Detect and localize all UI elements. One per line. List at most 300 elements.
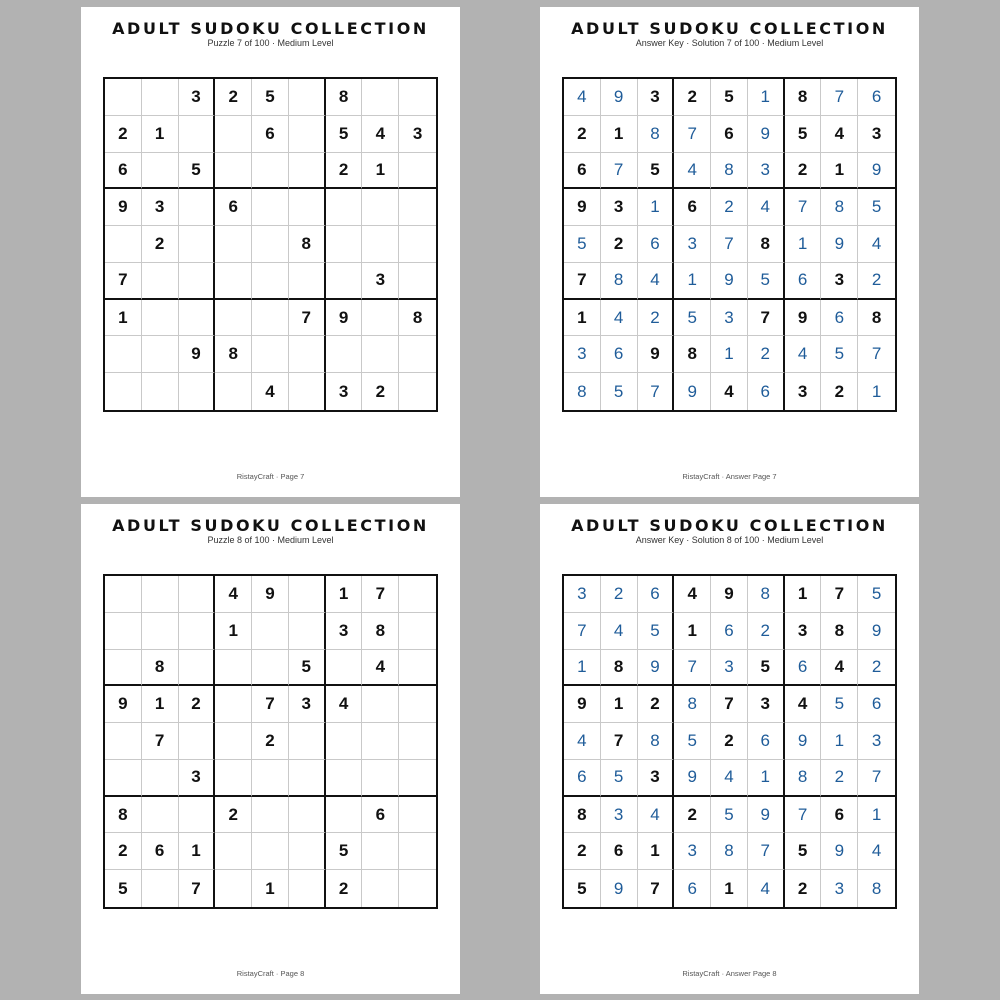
given-digit-cell: 1: [179, 833, 216, 870]
empty-cell: [289, 760, 326, 797]
given-digit-cell: 5: [638, 153, 675, 190]
given-digit-cell: 1: [601, 686, 638, 723]
given-digit-cell: 9: [638, 336, 675, 373]
empty-cell: [289, 153, 326, 190]
given-digit-cell: 2: [674, 797, 711, 834]
empty-cell: [215, 226, 252, 263]
given-digit-cell: 7: [564, 263, 601, 300]
empty-cell: [252, 833, 289, 870]
empty-cell: [142, 797, 179, 834]
solution-digit-cell: 9: [748, 116, 785, 153]
given-digit-cell: 2: [564, 116, 601, 153]
given-digit-cell: 2: [215, 79, 252, 116]
solution-digit-cell: 6: [858, 686, 895, 723]
given-digit-cell: 8: [362, 613, 399, 650]
given-digit-cell: 3: [821, 263, 858, 300]
given-digit-cell: 6: [821, 797, 858, 834]
given-digit-cell: 5: [326, 833, 363, 870]
given-digit-cell: 1: [674, 613, 711, 650]
page-footer: RistayCraft · Page 7: [236, 472, 305, 481]
given-digit-cell: 3: [638, 760, 675, 797]
given-digit-cell: 3: [785, 613, 822, 650]
given-digit-cell: 3: [142, 189, 179, 226]
given-digit-cell: 9: [105, 686, 142, 723]
given-digit-cell: 7: [601, 723, 638, 760]
solution-digit-cell: 1: [871, 381, 882, 401]
given-digit-cell: 4: [362, 116, 399, 153]
empty-cell: [179, 576, 216, 613]
solution-digit-cell: 8: [638, 723, 675, 760]
solution-digit-cell: 4: [748, 870, 785, 907]
sudoku-grid: [562, 77, 897, 412]
solution-digit-cell: 6: [564, 760, 601, 797]
empty-cell: [142, 870, 179, 907]
given-digit-cell: 1: [638, 833, 675, 870]
empty-cell: [326, 723, 363, 760]
empty-cell: [252, 613, 289, 650]
given-digit-cell: 2: [362, 373, 399, 410]
empty-cell: [252, 336, 289, 373]
empty-cell: [362, 79, 399, 116]
solution-digit-cell: 8: [564, 373, 601, 410]
solution-digit-cell: 1: [748, 760, 785, 797]
given-digit-cell: 8: [142, 650, 179, 687]
given-digit-cell: 1: [252, 870, 289, 907]
empty-cell: [362, 870, 399, 907]
empty-cell: [215, 153, 252, 190]
given-digit-cell: 1: [601, 116, 638, 153]
given-digit-cell: 2: [252, 723, 289, 760]
empty-cell: [179, 373, 216, 410]
solution-digit-cell: 7: [785, 797, 822, 834]
empty-cell: [326, 650, 363, 687]
given-digit-cell: 4: [821, 116, 858, 153]
given-digit-cell: 7: [821, 576, 858, 613]
empty-cell: [179, 226, 216, 263]
given-digit-cell: 6: [564, 153, 601, 190]
empty-cell: [215, 760, 252, 797]
solution-digit-cell: 5: [638, 613, 675, 650]
empty-cell: [399, 833, 436, 870]
empty-cell: [179, 723, 216, 760]
solution-digit-cell: 3: [711, 300, 748, 337]
empty-cell: [142, 263, 179, 300]
solution-digit-cell: 9: [821, 226, 858, 263]
empty-cell: [142, 373, 179, 410]
solution-digit-cell: 6: [638, 576, 675, 613]
given-digit-cell: 5: [785, 833, 822, 870]
given-digit-cell: 6: [711, 116, 748, 153]
page-title: ADULT SUDOKU COLLECTION: [112, 19, 429, 38]
empty-cell: [289, 870, 326, 907]
empty-cell: [289, 797, 326, 834]
empty-cell: [399, 189, 436, 226]
empty-cell: [105, 336, 142, 373]
solution-digit-cell: 1: [858, 797, 895, 834]
solution-digit-cell: 6: [785, 650, 822, 687]
empty-cell: [399, 263, 436, 300]
given-digit-cell: 5: [785, 116, 822, 153]
empty-cell: [399, 336, 436, 373]
empty-cell: [399, 226, 436, 263]
empty-cell: [399, 797, 436, 834]
solution-digit-cell: 6: [785, 263, 822, 300]
empty-cell: [215, 373, 252, 410]
empty-cell: [326, 797, 363, 834]
solution-digit-cell: 3: [564, 576, 601, 613]
empty-cell: [362, 723, 399, 760]
given-digit-cell: 8: [215, 336, 252, 373]
page-footer: RistayCraft · Answer Page 8: [682, 969, 777, 978]
page-title: ADULT SUDOKU COLLECTION: [571, 516, 888, 535]
empty-cell: [252, 263, 289, 300]
given-digit-cell: 3: [326, 373, 363, 410]
solution-digit-cell: 9: [601, 870, 638, 907]
given-digit-cell: 1: [326, 576, 363, 613]
solution-digit-cell: 9: [821, 833, 858, 870]
solution-digit-cell: 1: [674, 263, 711, 300]
empty-cell: [215, 116, 252, 153]
solution-digit-cell: 6: [638, 226, 675, 263]
empty-cell: [215, 686, 252, 723]
solution-digit-cell: 3: [821, 870, 858, 907]
given-digit-cell: 1: [215, 613, 252, 650]
empty-cell: [289, 79, 326, 116]
given-digit-cell: 4: [326, 686, 363, 723]
solution-digit-cell: 7: [674, 650, 711, 687]
page-subtitle: Puzzle 8 of 100 · Medium Level: [207, 535, 334, 545]
empty-cell: [326, 189, 363, 226]
solution-digit-cell: 4: [748, 189, 785, 226]
solution-digit-cell: 6: [748, 373, 785, 410]
given-digit-cell: 9: [711, 576, 748, 613]
given-digit-cell: 5: [289, 650, 326, 687]
solution-digit-cell: 7: [601, 153, 638, 190]
given-digit-cell: 8: [289, 226, 326, 263]
given-digit-cell: 5: [748, 650, 785, 687]
solution-digit-cell: 4: [858, 226, 895, 263]
solution-digit-cell: 5: [674, 300, 711, 337]
empty-cell: [142, 336, 179, 373]
solution-digit-cell: 9: [601, 79, 638, 116]
empty-cell: [142, 760, 179, 797]
page-title: ADULT SUDOKU COLLECTION: [571, 19, 888, 38]
given-digit-cell: 4: [821, 650, 858, 687]
empty-cell: [289, 833, 326, 870]
solution-digit-cell: 5: [821, 686, 858, 723]
empty-cell: [399, 723, 436, 760]
empty-cell: [399, 153, 436, 190]
solution-digit-cell: 7: [674, 116, 711, 153]
solution-digit-cell: 1: [748, 79, 785, 116]
given-digit-cell: 2: [785, 153, 822, 190]
solution-digit-cell: 1: [564, 650, 601, 687]
solution-digit-cell: 4: [564, 723, 601, 760]
given-digit-cell: 6: [142, 833, 179, 870]
solution-digit-cell: 8: [601, 263, 638, 300]
page-footer: RistayCraft · Page 8: [236, 969, 305, 978]
empty-cell: [362, 226, 399, 263]
solution-digit-cell: 8: [748, 576, 785, 613]
empty-cell: [252, 300, 289, 337]
page-subtitle: Answer Key · Solution 7 of 100 · Medium Level: [635, 38, 824, 48]
solution-digit-cell: 6: [674, 870, 711, 907]
given-digit-cell: 5: [711, 79, 748, 116]
solution-digit-cell: 7: [748, 833, 785, 870]
given-digit-cell: 8: [674, 336, 711, 373]
empty-cell: [362, 686, 399, 723]
given-digit-cell: 7: [105, 263, 142, 300]
empty-cell: [252, 650, 289, 687]
solution-digit-cell: 4: [638, 797, 675, 834]
solution-digit-cell: 9: [748, 797, 785, 834]
solution-digit-cell: 6: [858, 79, 895, 116]
given-digit-cell: 9: [564, 189, 601, 226]
given-digit-cell: 8: [564, 797, 601, 834]
empty-cell: [105, 79, 142, 116]
given-digit-cell: 3: [179, 760, 216, 797]
solution-digit-cell: 7: [821, 79, 858, 116]
given-digit-cell: 8: [399, 300, 436, 337]
empty-cell: [399, 760, 436, 797]
solution-digit-cell: 5: [821, 336, 858, 373]
solution-digit-cell: 3: [858, 723, 895, 760]
given-digit-cell: 3: [785, 373, 822, 410]
solution-digit-cell: 4: [601, 613, 638, 650]
given-digit-cell: 1: [105, 300, 142, 337]
solution-digit-cell: 4: [711, 760, 748, 797]
solution-digit-cell: 2: [638, 300, 675, 337]
solution-digit-cell: 9: [674, 760, 711, 797]
given-digit-cell: 3: [399, 116, 436, 153]
empty-cell: [142, 300, 179, 337]
solution-digit-cell: 8: [711, 153, 748, 190]
solution-digit-cell: 1: [711, 336, 748, 373]
empty-cell: [215, 833, 252, 870]
given-digit-cell: 2: [674, 79, 711, 116]
given-digit-cell: 7: [289, 300, 326, 337]
solution-digit-cell: 7: [858, 760, 895, 797]
given-digit-cell: 7: [179, 870, 216, 907]
empty-cell: [105, 576, 142, 613]
empty-cell: [362, 760, 399, 797]
solution-digit-cell: 7: [564, 613, 601, 650]
given-digit-cell: 2: [105, 833, 142, 870]
empty-cell: [252, 153, 289, 190]
empty-cell: [252, 797, 289, 834]
given-digit-cell: 5: [252, 79, 289, 116]
empty-cell: [142, 79, 179, 116]
empty-cell: [326, 226, 363, 263]
solution-digit-cell: 8: [674, 686, 711, 723]
given-digit-cell: 2: [785, 870, 822, 907]
empty-cell: [252, 189, 289, 226]
solution-digit-cell: 6: [601, 336, 638, 373]
given-digit-cell: 4: [215, 576, 252, 613]
empty-cell: [289, 336, 326, 373]
answer-page-8: [540, 504, 919, 994]
given-digit-cell: 9: [785, 300, 822, 337]
given-digit-cell: 3: [289, 686, 326, 723]
solution-digit-cell: 5: [748, 263, 785, 300]
solution-digit-cell: 8: [871, 878, 882, 898]
given-digit-cell: 4: [252, 373, 289, 410]
given-digit-cell: 2: [142, 226, 179, 263]
empty-cell: [289, 576, 326, 613]
given-digit-cell: 7: [748, 300, 785, 337]
given-digit-cell: 5: [326, 116, 363, 153]
given-digit-cell: 2: [638, 686, 675, 723]
answer-page-7: [540, 7, 919, 497]
given-digit-cell: 1: [142, 686, 179, 723]
given-digit-cell: 9: [105, 189, 142, 226]
solution-digit-cell: 9: [785, 723, 822, 760]
solution-digit-cell: 6: [821, 300, 858, 337]
empty-cell: [399, 650, 436, 687]
empty-cell: [142, 576, 179, 613]
solution-digit-cell: 9: [674, 373, 711, 410]
solution-digit-cell: 8: [821, 189, 858, 226]
empty-cell: [105, 650, 142, 687]
solution-digit-cell: 2: [821, 760, 858, 797]
solution-digit-cell: 4: [601, 300, 638, 337]
given-digit-cell: 7: [142, 723, 179, 760]
given-digit-cell: 6: [362, 797, 399, 834]
given-digit-cell: 1: [821, 153, 858, 190]
given-digit-cell: 8: [785, 79, 822, 116]
given-digit-cell: 3: [858, 116, 895, 153]
empty-cell: [252, 760, 289, 797]
empty-cell: [215, 263, 252, 300]
given-digit-cell: 2: [326, 153, 363, 190]
given-digit-cell: 6: [674, 189, 711, 226]
empty-cell: [289, 613, 326, 650]
given-digit-cell: 3: [638, 79, 675, 116]
given-digit-cell: 9: [326, 300, 363, 337]
empty-cell: [105, 373, 142, 410]
empty-cell: [326, 760, 363, 797]
given-digit-cell: 7: [252, 686, 289, 723]
empty-cell: [362, 833, 399, 870]
empty-cell: [105, 226, 142, 263]
empty-cell: [399, 870, 436, 907]
empty-cell: [105, 613, 142, 650]
given-digit-cell: 4: [362, 650, 399, 687]
given-digit-cell: 6: [601, 833, 638, 870]
given-digit-cell: 5: [179, 153, 216, 190]
empty-cell: [142, 153, 179, 190]
given-digit-cell: 8: [821, 613, 858, 650]
solution-digit-cell: 8: [711, 833, 748, 870]
empty-cell: [179, 797, 216, 834]
empty-cell: [362, 336, 399, 373]
solution-digit-cell: 3: [748, 153, 785, 190]
empty-cell: [399, 79, 436, 116]
empty-cell: [179, 116, 216, 153]
page-title: ADULT SUDOKU COLLECTION: [112, 516, 429, 535]
empty-cell: [215, 650, 252, 687]
empty-cell: [289, 116, 326, 153]
solution-digit-cell: 7: [638, 373, 675, 410]
given-digit-cell: 9: [564, 686, 601, 723]
given-digit-cell: 7: [711, 686, 748, 723]
empty-cell: [252, 226, 289, 263]
solution-digit-cell: 1: [821, 723, 858, 760]
given-digit-cell: 2: [179, 686, 216, 723]
given-digit-cell: 2: [215, 797, 252, 834]
given-digit-cell: 6: [252, 116, 289, 153]
empty-cell: [399, 373, 436, 410]
solution-digit-cell: 7: [711, 226, 748, 263]
solution-digit-cell: 9: [638, 650, 675, 687]
solution-digit-cell: 5: [564, 226, 601, 263]
empty-cell: [179, 613, 216, 650]
solution-digit-cell: 9: [858, 153, 895, 190]
empty-cell: [289, 723, 326, 760]
solution-digit-cell: 5: [601, 760, 638, 797]
given-digit-cell: 3: [179, 79, 216, 116]
solution-digit-cell: 4: [785, 336, 822, 373]
given-digit-cell: 1: [785, 576, 822, 613]
solution-digit-cell: 9: [711, 263, 748, 300]
given-digit-cell: 9: [179, 336, 216, 373]
solution-digit-cell: 2: [601, 576, 638, 613]
given-digit-cell: 1: [564, 300, 601, 337]
given-digit-cell: 7: [638, 870, 675, 907]
solution-digit-cell: 2: [711, 189, 748, 226]
sudoku-grid: [103, 77, 438, 412]
given-digit-cell: 7: [362, 576, 399, 613]
puzzle-page-8: [81, 504, 460, 994]
puzzle-page-7: [81, 7, 460, 497]
given-digit-cell: 5: [564, 870, 601, 907]
empty-cell: [326, 263, 363, 300]
solution-digit-cell: 1: [638, 189, 675, 226]
empty-cell: [179, 300, 216, 337]
solution-digit-cell: 5: [858, 576, 895, 613]
sudoku-grid: [103, 574, 438, 909]
solution-digit-cell: 5: [711, 797, 748, 834]
empty-cell: [289, 189, 326, 226]
page-subtitle: Puzzle 7 of 100 · Medium Level: [207, 38, 334, 48]
empty-cell: [142, 613, 179, 650]
solution-digit-cell: 4: [638, 263, 675, 300]
given-digit-cell: 8: [858, 300, 895, 337]
empty-cell: [289, 373, 326, 410]
given-digit-cell: 2: [564, 833, 601, 870]
given-digit-cell: 2: [821, 373, 858, 410]
given-digit-cell: 3: [326, 613, 363, 650]
solution-digit-cell: 3: [674, 833, 711, 870]
solution-digit-cell: 2: [858, 263, 895, 300]
solution-digit-cell: 4: [674, 153, 711, 190]
empty-cell: [289, 263, 326, 300]
page-subtitle: Answer Key · Solution 8 of 100 · Medium Level: [635, 535, 824, 545]
empty-cell: [399, 686, 436, 723]
solution-digit-cell: 4: [858, 833, 895, 870]
solution-digit-cell: 3: [711, 650, 748, 687]
solution-digit-cell: 5: [858, 189, 895, 226]
solution-digit-cell: 7: [785, 189, 822, 226]
solution-digit-cell: 5: [601, 373, 638, 410]
empty-cell: [362, 300, 399, 337]
solution-digit-cell: 2: [858, 650, 895, 687]
given-digit-cell: 1: [711, 870, 748, 907]
given-digit-cell: 8: [601, 650, 638, 687]
given-digit-cell: 2: [711, 723, 748, 760]
empty-cell: [362, 189, 399, 226]
given-digit-cell: 4: [674, 576, 711, 613]
